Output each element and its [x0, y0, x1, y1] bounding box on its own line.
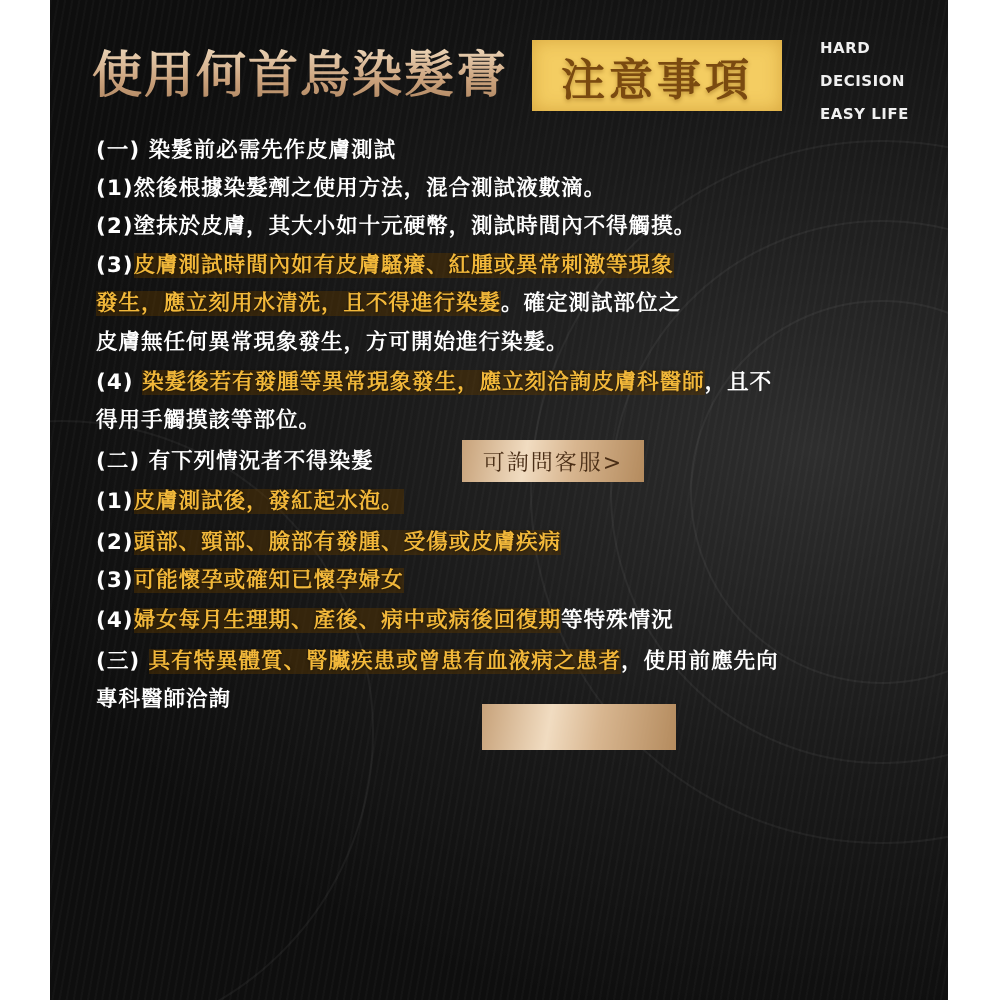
notice-badge-label: 注意事項	[561, 54, 753, 106]
list-item	[96, 604, 674, 638]
slogan	[820, 32, 909, 131]
body-text: 等特殊情況	[561, 608, 674, 633]
list-item	[96, 366, 772, 400]
slogan-line: EASY LIFE	[820, 105, 909, 123]
list-item	[96, 564, 404, 598]
highlight-text: 可能懷孕或確知已懷孕婦女	[133, 568, 404, 593]
page-title: 使用何首烏染髮膏	[92, 42, 508, 108]
list-item	[96, 485, 404, 519]
notice-panel	[50, 0, 948, 1000]
list-item: (1)然後根據染髮劑之使用方法，混合測試液數滴。	[96, 176, 607, 201]
highlight-text: 染髮後若有發腫等異常現象發生，應立刻洽詢皮膚科醫師	[142, 370, 705, 395]
list-item-continued: 專科醫師洽詢	[96, 687, 232, 712]
slogan-line: HARD	[820, 39, 871, 57]
item-number: (3)	[96, 253, 134, 278]
highlight-text: 婦女每月生理期、產後、病中或病後回復期	[133, 608, 562, 633]
highlight-text: 具有特異體質、腎臟疾患或曾患有血液病之患者	[148, 649, 622, 674]
section-heading: (二) 有下列情況者不得染髮	[96, 449, 374, 474]
highlight-text: 頭部、頸部、臉部有發腫、受傷或皮膚疾病	[133, 530, 562, 555]
list-item: (2)塗抹於皮膚，其大小如十元硬幣，測試時間內不得觸摸。	[96, 214, 697, 239]
slogan-line: DECISION	[820, 72, 905, 90]
list-item-continued	[96, 287, 681, 321]
body-text: ，且不	[704, 370, 773, 395]
body-text: ，使用前應先向	[621, 649, 779, 674]
list-item	[96, 526, 561, 560]
list-item-continued: 皮膚無任何異常現象發生，方可開始進行染髮。	[96, 330, 569, 355]
product-notice-button[interactable]	[482, 704, 676, 750]
contact-service-button[interactable]: 可詢問客服>	[462, 440, 644, 482]
highlight-text: 發生，應立刻用水清洗，且不得進行染髮	[96, 291, 502, 316]
item-number: (2)	[96, 530, 134, 555]
item-number: (3)	[96, 568, 134, 593]
item-number: (三)	[96, 649, 149, 674]
item-number: (4)	[96, 370, 143, 395]
item-number: (1)	[96, 489, 134, 514]
section-heading: (一) 染髮前必需先作皮膚測試	[96, 138, 397, 163]
section-heading	[96, 645, 779, 679]
item-number: (4)	[96, 608, 134, 633]
notice-badge	[532, 40, 782, 111]
highlight-text: 皮膚測試時間內如有皮膚騷癢、紅腫或異常刺激等現象	[133, 253, 674, 278]
list-item-continued: 得用手觸摸該等部位。	[96, 408, 322, 433]
list-item	[96, 249, 674, 283]
body-text: 。確定測試部位之	[501, 291, 682, 316]
highlight-text: 皮膚測試後，發紅起水泡。	[133, 489, 404, 514]
